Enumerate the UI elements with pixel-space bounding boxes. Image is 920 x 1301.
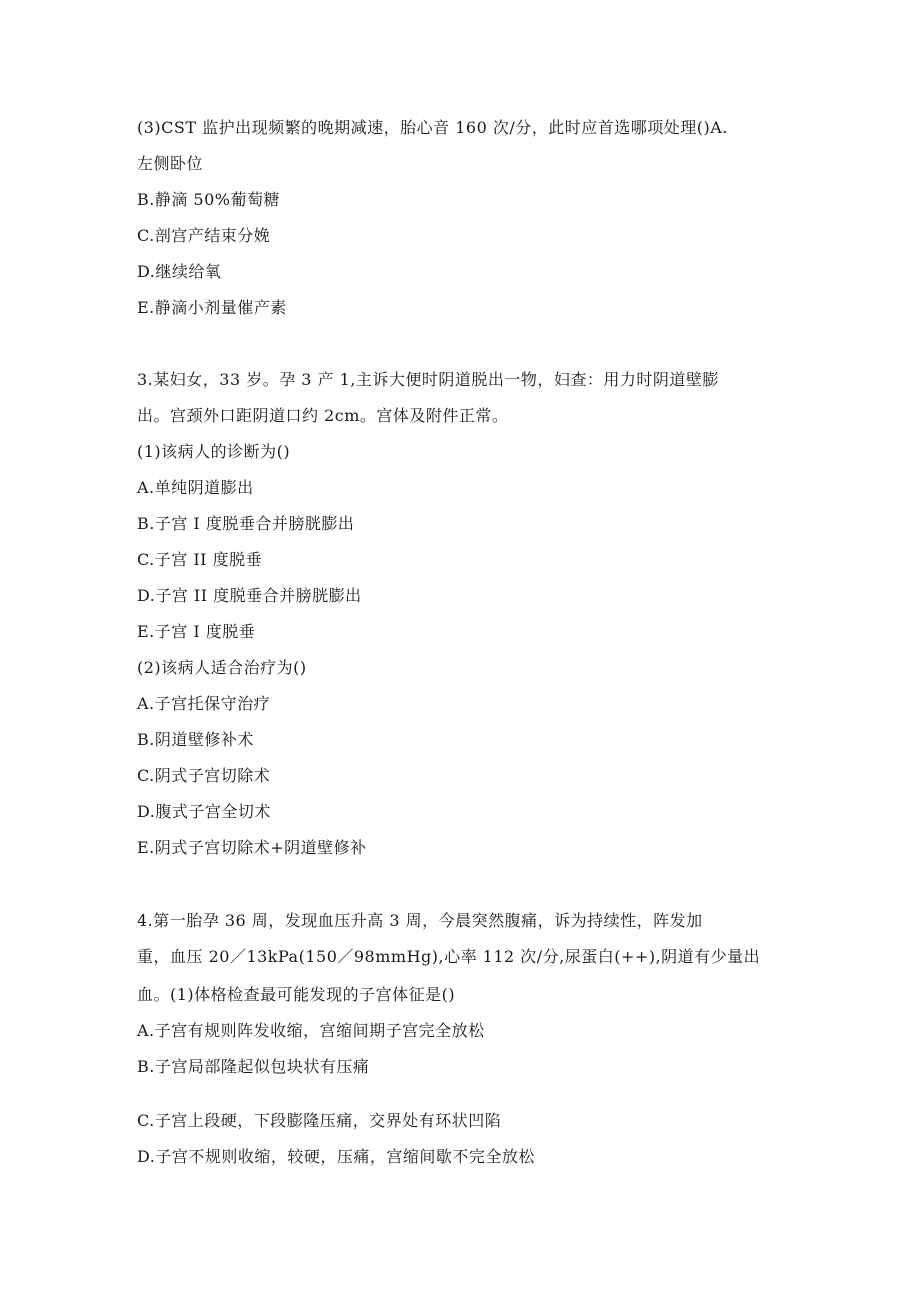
option-d: D.继续给氧 [137,262,222,281]
option-e: E.子宫 I 度脱垂 [137,622,256,641]
option-a: A.子宫有规则阵发收缩，宫缩间期子宫完全放松 [137,1021,485,1040]
option-d: D.腹式子宫全切术 [137,802,271,821]
option-e: E.静滴小剂量催产素 [137,298,287,317]
question-3-stem-line-1: (3)CST 监护出现频繁的晚期减速，胎心音 160 次/分，此时应首选哪项处理()A. [137,118,728,137]
option-a: A.子宫托保守治疗 [137,694,271,713]
option-b: B.阴道壁修补术 [137,730,254,749]
case-3-stem-line-1: 3.某妇女，33 岁。孕 3 产 1,主诉大便时阴道脱出一物，妇查：用力时阴道壁膨 [137,370,719,389]
option-c: C.阴式子宫切除术 [137,766,271,785]
option-a: A.单纯阴道膨出 [137,478,254,497]
option-c: C.子宫上段硬，下段膨隆压痛，交界处有环状凹陷 [137,1111,502,1130]
option-e: E.阴式子宫切除术+阴道壁修补 [137,838,367,857]
option-b: B.子宫 I 度脱垂合并膀胱膨出 [137,514,355,533]
case-3-question-1: (1)该病人的诊断为() [137,442,291,461]
question-3-stem-line-2: 左侧卧位 [137,154,204,173]
case-3-question-2: (2)该病人适合治疗为() [137,658,307,677]
option-c: C.子宫 II 度脱垂 [137,550,263,569]
case-4-stem-line-2: 重，血压 20／13kPa(150／98mmHg),心率 112 次/分,尿蛋白(++),阴道有少量出 [137,947,761,966]
option-d: D.子宫 II 度脱垂合并膀胱膨出 [137,586,362,605]
option-b: B.子宫局部隆起似包块状有压痛 [137,1057,370,1076]
case-4-stem-line-3: 血。(1)体格检查最可能发现的子宫体征是() [137,985,456,1004]
option-c: C.剖宫产结束分娩 [137,226,271,245]
case-4-stem-line-1: 4.第一胎孕 36 周，发现血压升高 3 周，今晨突然腹痛，诉为持续性，阵发加 [137,911,703,930]
case-3-stem-line-2: 出。宫颈外口距阴道口约 2cm。宫体及附件正常。 [137,406,509,425]
option-b: B.静滴 50%葡萄糖 [137,190,280,209]
option-d: D.子宫不规则收缩，较硬，压痛，宫缩间歇不完全放松 [137,1147,535,1166]
